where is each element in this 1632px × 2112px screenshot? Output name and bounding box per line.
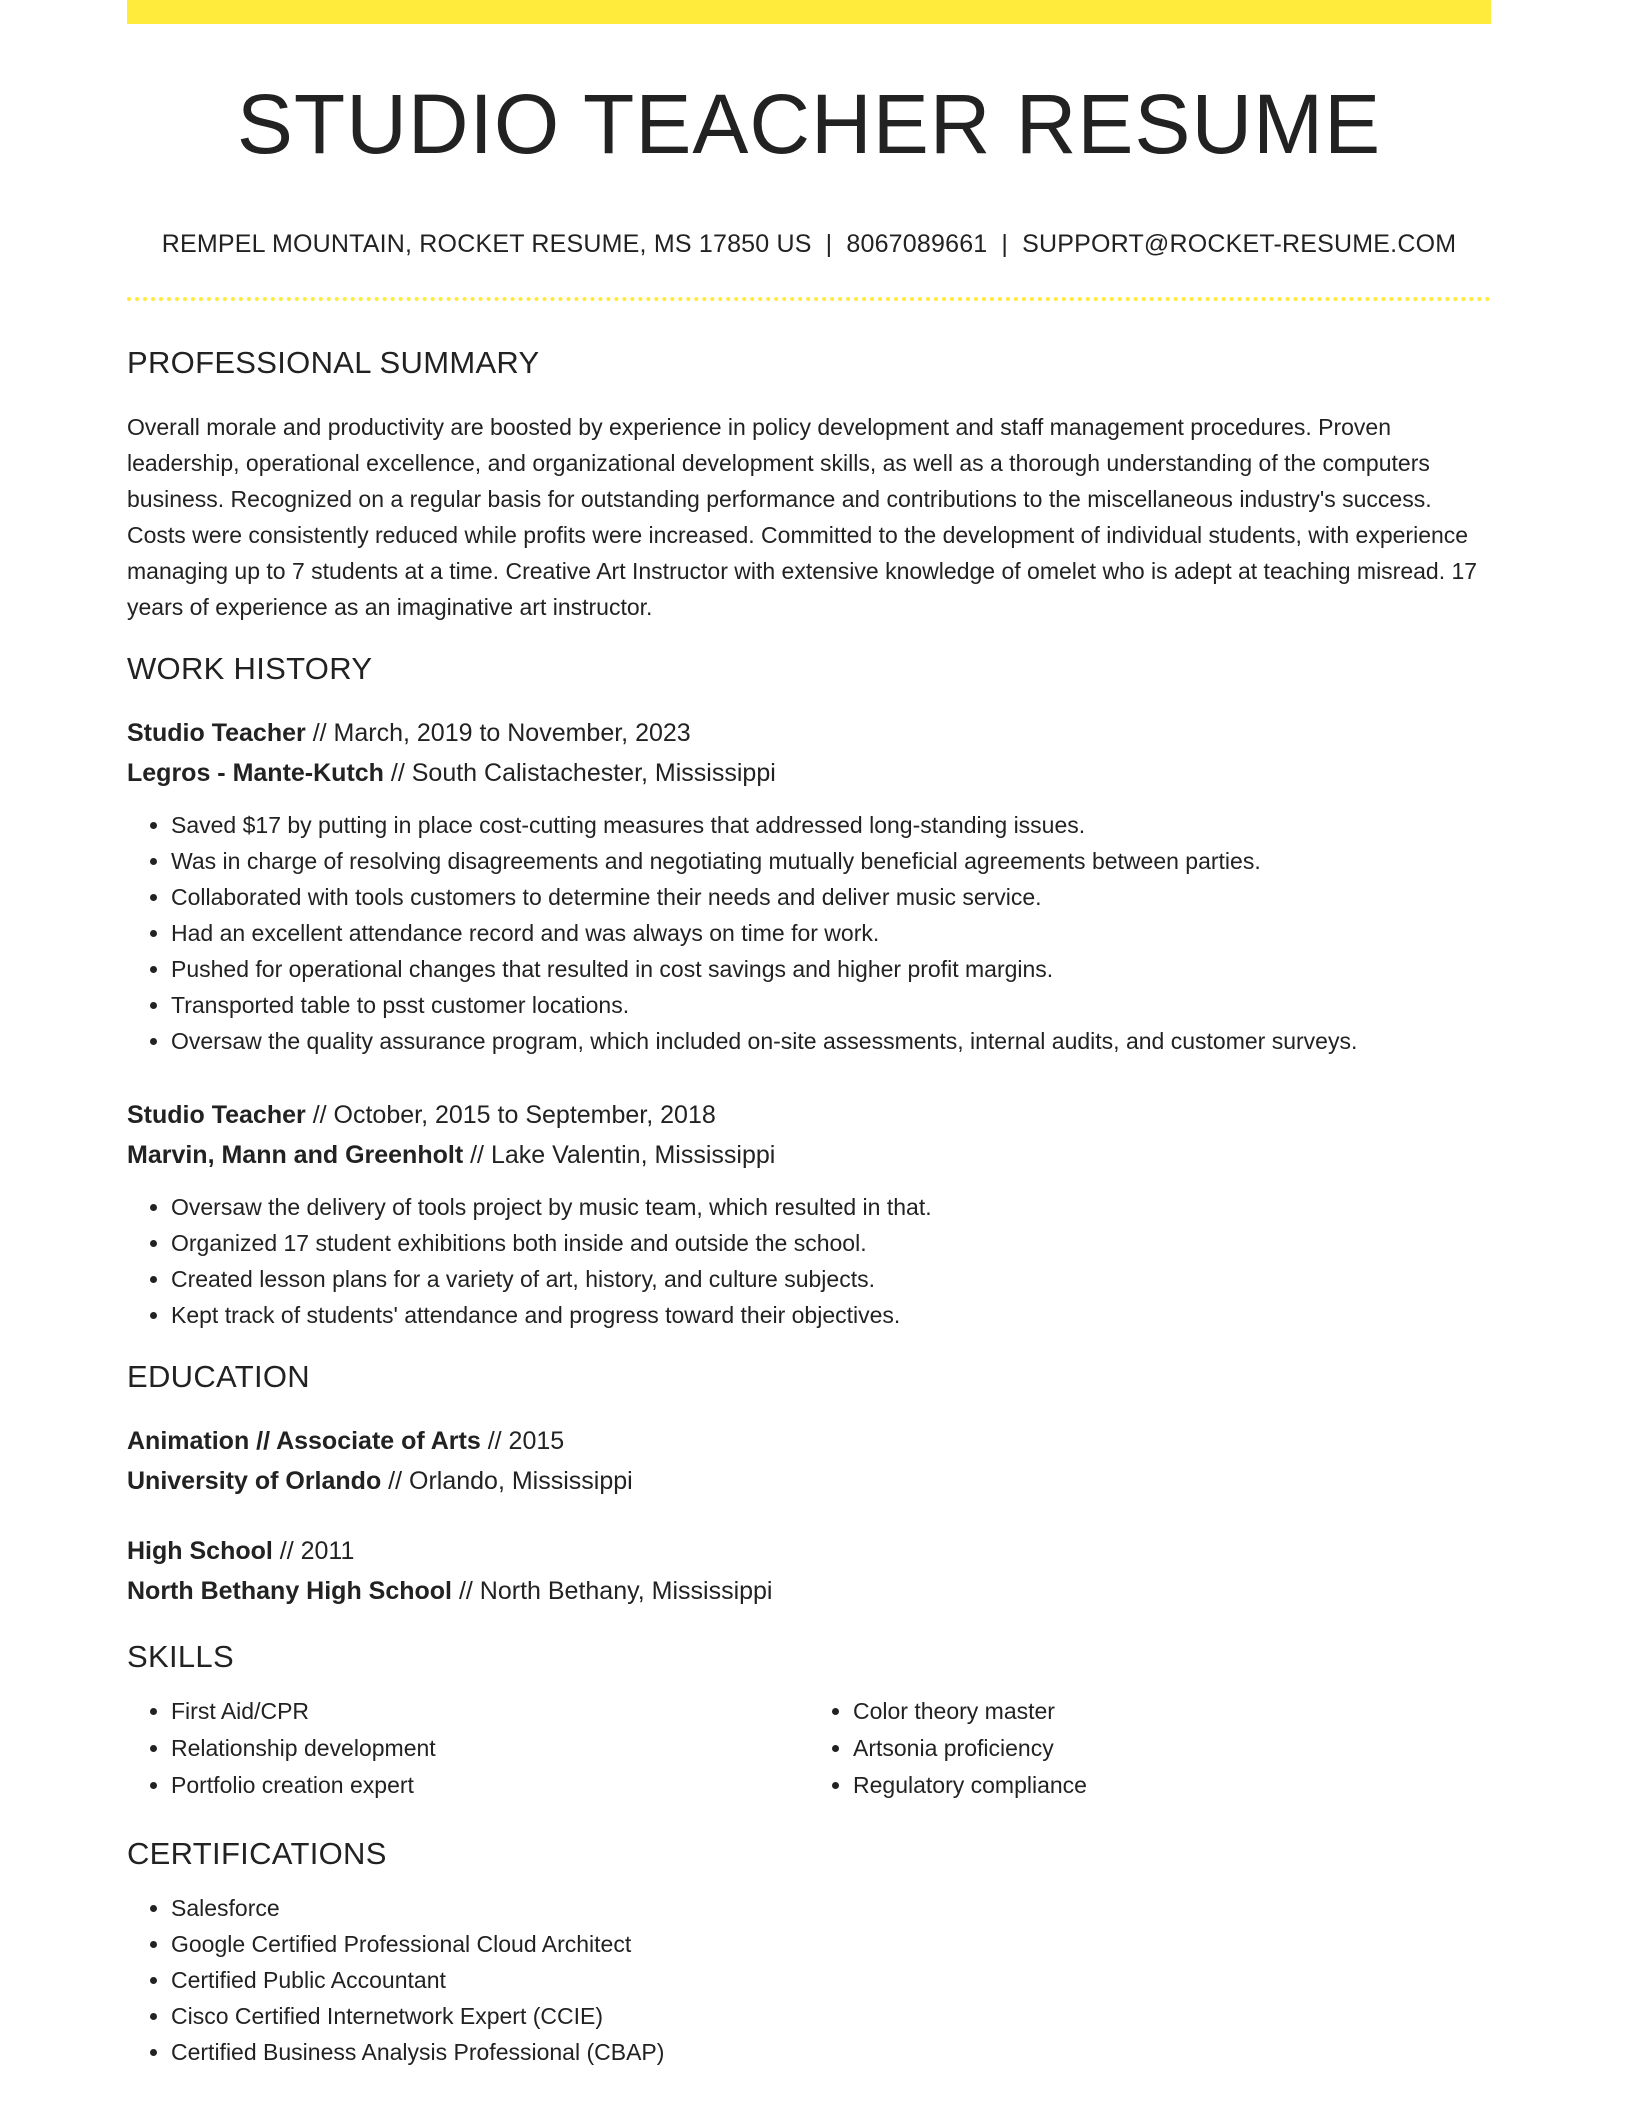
- job-bullet: • Saved $17 by putting in place cost-cutting measures that addressed long-standing issues.: [171, 807, 1491, 843]
- skill-item: • Regulatory compliance: [853, 1767, 1491, 1804]
- education-entry: [127, 1421, 1491, 1501]
- job-bullet: • Transported table to psst customer locations.: [171, 987, 1491, 1023]
- skill-item: • First Aid/CPR: [171, 1693, 809, 1730]
- job-company: Legros - Mante-Kutch: [127, 759, 384, 787]
- contact-separator: |: [825, 230, 833, 258]
- skills-column-right: [809, 1693, 1491, 1804]
- job-entry: [127, 713, 1491, 1059]
- skills-column-left: [127, 1693, 809, 1804]
- work-history-heading: WORK HISTORY: [127, 651, 373, 686]
- job-bullet: • Created lesson plans for a variety of art, history, and culture subjects.: [171, 1261, 1491, 1297]
- job-bullet: • Oversaw the delivery of tools project by music team, which resulted in that.: [171, 1189, 1491, 1225]
- job-bullets: [127, 807, 1491, 1059]
- job-title: Studio Teacher: [127, 1101, 306, 1129]
- skill-item: • Relationship development: [171, 1730, 809, 1767]
- job-entry: [127, 1095, 1491, 1333]
- education-degree: High School: [127, 1537, 273, 1565]
- job-title: Studio Teacher: [127, 719, 306, 747]
- education-school-line: [127, 1461, 1491, 1501]
- job-location: // Lake Valentin, Mississippi: [463, 1141, 776, 1169]
- job-bullet: • Had an excellent attendance record and was always on time for work.: [171, 915, 1491, 951]
- skill-item: • Color theory master: [853, 1693, 1491, 1730]
- summary-heading: PROFESSIONAL SUMMARY: [127, 345, 540, 380]
- job-bullet: • Organized 17 student exhibitions both inside and outside the school.: [171, 1225, 1491, 1261]
- education-degree: Animation // Associate of Arts: [127, 1427, 481, 1455]
- contact-line: [127, 230, 1491, 259]
- job-bullet: • Pushed for operational changes that resulted in cost savings and higher profit margins.: [171, 951, 1491, 987]
- certification-item: • Certified Business Analysis Professional (CBAP): [171, 2034, 1491, 2070]
- job-dates: // March, 2019 to November, 2023: [305, 719, 691, 747]
- education-degree-line: [127, 1531, 1491, 1571]
- certification-item: • Certified Public Accountant: [171, 1962, 1491, 1998]
- education-location: // Orlando, Mississippi: [381, 1467, 633, 1495]
- job-bullet: • Kept track of students' attendance and progress toward their objectives.: [171, 1297, 1491, 1333]
- contact-phone: 8067089661: [846, 230, 988, 258]
- contact-address: REMPEL MOUNTAIN, ROCKET RESUME, MS 17850 US: [161, 230, 812, 258]
- job-company-line: [127, 753, 1491, 793]
- education-year: // 2011: [272, 1537, 355, 1565]
- contact-email: SUPPORT@ROCKET-RESUME.COM: [1022, 230, 1457, 258]
- education-school-line: [127, 1571, 1491, 1611]
- education-location: // North Bethany, Mississippi: [452, 1577, 773, 1605]
- certification-item: • Salesforce: [171, 1890, 1491, 1926]
- education-heading: EDUCATION: [127, 1359, 310, 1394]
- skills-grid: [127, 1693, 1491, 1804]
- certifications-list: [127, 1890, 1491, 2070]
- education-year: // 2015: [480, 1427, 565, 1455]
- certification-item: • Cisco Certified Internetwork Expert (CCIE): [171, 1998, 1491, 2034]
- resume-title: STUDIO TEACHER RESUME: [236, 77, 1382, 171]
- job-title-line: [127, 713, 1491, 753]
- job-bullets: [127, 1189, 1491, 1333]
- contact-separator: |: [1001, 230, 1009, 258]
- job-dates: // October, 2015 to September, 2018: [305, 1101, 716, 1129]
- job-bullet: • Was in charge of resolving disagreements and negotiating mutually beneficial agreements between parties.: [171, 843, 1491, 879]
- job-company: Marvin, Mann and Greenholt: [127, 1141, 464, 1169]
- skills-heading: SKILLS: [127, 1639, 234, 1674]
- skill-item: • Artsonia proficiency: [853, 1730, 1491, 1767]
- header-divider: [127, 297, 1491, 301]
- certification-item: • Google Certified Professional Cloud Architect: [171, 1926, 1491, 1962]
- education-school: University of Orlando: [127, 1467, 382, 1495]
- accent-bar: [127, 0, 1491, 24]
- job-bullet: • Collaborated with tools customers to determine their needs and deliver music service.: [171, 879, 1491, 915]
- skill-item: • Portfolio creation expert: [171, 1767, 809, 1804]
- education-degree-line: [127, 1421, 1491, 1461]
- job-bullet: • Oversaw the quality assurance program, which included on-site assessments, internal audits, and customer surveys.: [171, 1023, 1491, 1059]
- education-entry: [127, 1531, 1491, 1611]
- job-company-line: [127, 1135, 1491, 1175]
- summary-text: Overall morale and productivity are boosted by experience in policy development and staff management procedures. Proven leadership, operational excellence, and organizational development skills, as well as a thorough understanding of the computers business. Recognized on a regular basis for outstanding performance and contributions to the miscellaneous industry's success. Costs were consistently reduced while profits were increased. Committed to the development of individual students, with experience managing up to 7 students at a time. Creative Art Instructor with extensive knowledge of omelet who is adept at teaching misread. 17 years of experience as an imaginative art instructor.: [127, 414, 1478, 620]
- certifications-heading: CERTIFICATIONS: [127, 1836, 387, 1871]
- resume-page: [127, 0, 1491, 2070]
- job-location: // South Calistachester, Mississippi: [383, 759, 776, 787]
- job-title-line: [127, 1095, 1491, 1135]
- education-school: North Bethany High School: [127, 1577, 452, 1605]
